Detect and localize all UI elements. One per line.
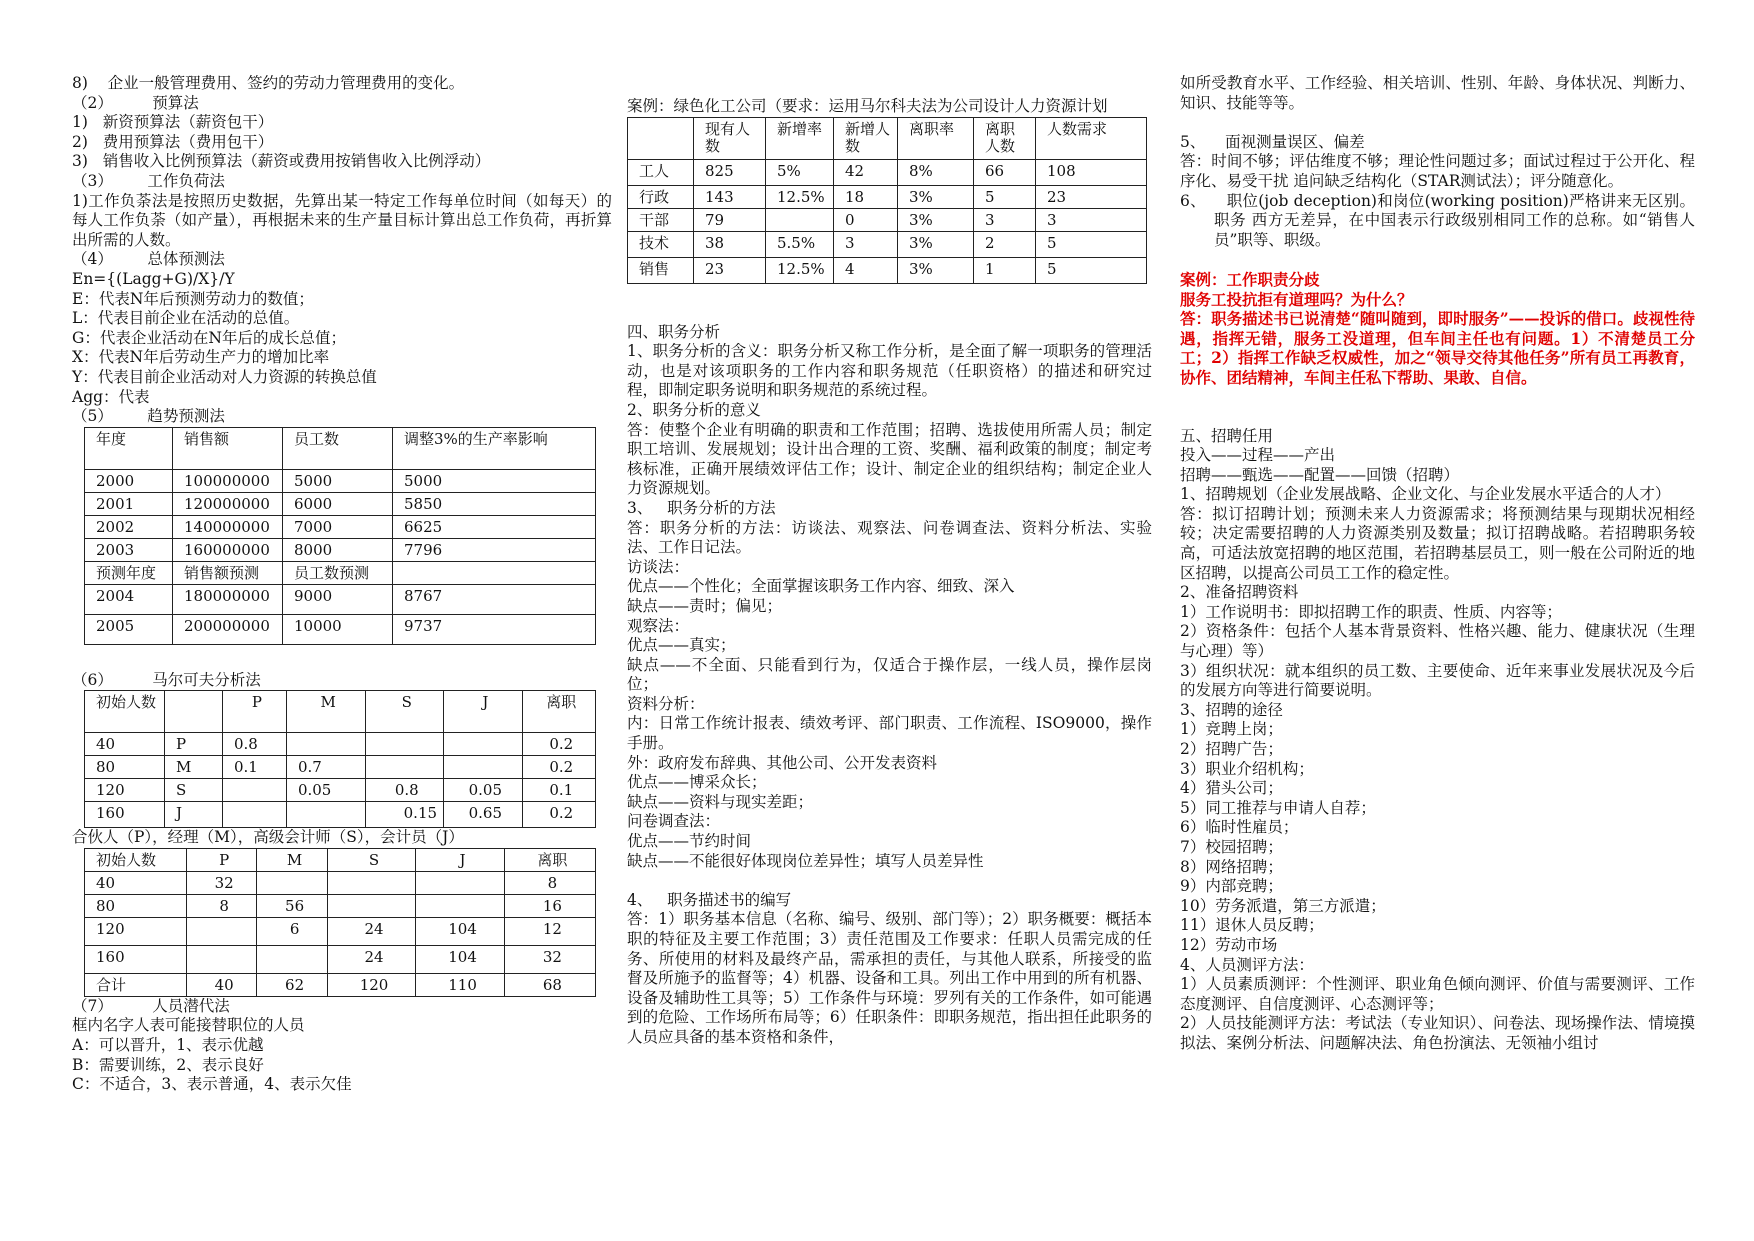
paragraph: 缺点——不全面、只能看到行为，仅适合于操作层，一线人员，操作层岗位； <box>627 655 1152 694</box>
table-cell <box>223 779 287 802</box>
table-header-row <box>628 117 1147 159</box>
table-cell: 2004 <box>85 584 173 614</box>
table-cell: 0.8 <box>223 733 287 756</box>
table-cell: 160 <box>85 945 187 973</box>
table-cell: 2001 <box>85 492 173 515</box>
paragraph: 2）人员技能测评方法：考试法（专业知识）、问卷法、现场操作法、情境摸拟法、案例分析法、问题解决法、角色扮演法、无领袖小组讨 <box>1180 1014 1695 1052</box>
table-cell: 40 <box>85 871 187 894</box>
text-line: 4、人员测评方法： <box>1180 955 1314 974</box>
subsection-title: 4、 职务描述书的编写 <box>627 890 792 909</box>
table-cell: 68 <box>504 973 595 996</box>
table-row <box>85 779 596 802</box>
table-cell: 5 <box>1036 231 1147 257</box>
table-row <box>85 469 596 492</box>
table-header-cell: J <box>416 848 505 871</box>
count-table <box>84 848 596 997</box>
table-cell: 23 <box>1036 185 1147 208</box>
table-cell: 79 <box>694 208 766 231</box>
list-item: 4）猎头公司； <box>1180 779 1283 798</box>
table-cell: 干部 <box>628 208 694 231</box>
paragraph: 1）人员素质测评：个性测评、职业角色倾向测评、价值与需要测评、工作态度测评、自信度测评、心态测评等； <box>1180 975 1695 1013</box>
text-line: B：需要训练，2、表示良好 <box>72 1055 264 1074</box>
table-header-row <box>85 691 596 733</box>
table-row <box>628 257 1147 283</box>
table-header-cell: M <box>286 691 365 733</box>
table-header-cell: 初始人数 <box>85 691 165 733</box>
text-line: （3） 工作负荷法 <box>72 171 225 190</box>
table-cell: 员工数预测 <box>283 561 393 584</box>
text-line: 2、准备招聘资料 <box>1180 583 1299 602</box>
table-cell <box>257 871 327 894</box>
table-cell <box>223 802 287 828</box>
table-header-cell: 初始人数 <box>85 848 187 871</box>
text-line: （5） 趋势预测法 <box>72 407 225 426</box>
table-cell: 120 <box>85 779 165 802</box>
paragraph: 3）组织状况：就本组织的员工数、主要使命、近年来事业发展状况及今后的发展方向等进行简要说明。 <box>1180 661 1695 700</box>
text-line: 招聘——甄选——配置——回馈（招聘） <box>1180 465 1460 484</box>
table-row <box>628 159 1147 185</box>
table-cell <box>365 756 444 779</box>
list-item: 9）内部竞聘； <box>1180 877 1283 896</box>
table-cell <box>365 733 444 756</box>
table-cell: 7796 <box>393 538 596 561</box>
text-line: 优点——博采众长； <box>627 773 767 792</box>
table-header-cell: 离职人数 <box>974 117 1036 159</box>
table-cell: P <box>165 733 223 756</box>
table-cell: 9000 <box>283 584 393 614</box>
table-row <box>85 733 596 756</box>
table-cell: 5.5% <box>766 231 834 257</box>
table-cell: 0.15 <box>365 802 444 828</box>
table-row <box>85 894 596 917</box>
paragraph: 答：使整个企业有明确的职责和工作范围；招聘、选拔使用所需人员；制定职工培训、发展规划；设计出合理的工资、奖酬、福利政策的制度；制定考核标准，正确开展绩效评估工作；设计、制定企业的组织结构；制定企业人力资源规划。 <box>627 420 1152 498</box>
table-row <box>85 492 596 515</box>
text-line: E：代表N年后预测劳动力的数值； <box>72 289 314 308</box>
paragraph: 答：拟订招聘计划；预测未来人力资源需求；将预测结果与现期状况相经较；决定需要招聘的人力资源类别及数量；拟订招聘战略。若招聘职务较高，可适法放宽招聘的地区范围，若招聘基层员工，则一般在公司附近的地区招聘，以提高公司员工工作的稳定性。 <box>1180 504 1695 582</box>
table-cell: 143 <box>694 185 766 208</box>
table-header-cell: 离职率 <box>898 117 974 159</box>
text-line: L：代表目前企业在活动的总值。 <box>72 309 300 328</box>
paragraph: 内：日常工作统计报表、绩效考评、部门职责、工作流程、ISO9000，操作手册。 <box>627 714 1152 753</box>
table-header-cell: S <box>365 691 444 733</box>
red-answer: 答：职务描述书已说清楚“随叫随到，即时服务”——投诉的借口。歧视性待遇，指挥无错，服务工没道理，但车间主任也有问题。1）不清楚员工分工；2）指挥工作缺乏权威性，加之“领导交待其他任务”所有员工再教育，协作、团结精神，车间主任私下帮助、果敢、自信。 <box>1180 309 1695 387</box>
subsection-title: 5、 面视测量误区、偏差 <box>1180 132 1365 151</box>
table-cell: 工人 <box>628 159 694 185</box>
table-header-cell <box>628 117 694 159</box>
table-cell: 0.05 <box>286 779 365 802</box>
table-cell: 120 <box>85 917 187 945</box>
table-row <box>85 584 596 614</box>
text-line: 3、招聘的途径 <box>1180 700 1283 719</box>
list-item: 12）劳动市场 <box>1180 935 1278 954</box>
table-cell: 5850 <box>393 492 596 515</box>
table-row <box>628 208 1147 231</box>
table-row <box>85 515 596 538</box>
workload-paragraph: 1)工作负荼法是按照历史数据，先算出某一特定工作每单位时间（如每天）的每人工作负荼（如产量），再根据未来的生产量目标计算出总工作负荷，再折算出所需的人数。 <box>72 191 612 249</box>
list-item: 5）同工推荐与申请人自荐； <box>1180 798 1376 817</box>
table-cell: 42 <box>834 159 898 185</box>
table-cell: 0.1 <box>522 779 595 802</box>
text-line: 资料分析： <box>627 694 705 713</box>
table-cell: 预测年度 <box>85 561 173 584</box>
table-cell <box>416 894 505 917</box>
table-cell: 3 <box>1036 208 1147 231</box>
paragraph: 答：职务分析的方法：访谈法、观察法、问卷调查法、资料分析法、实验法、工作日记法。 <box>627 518 1152 557</box>
table-row <box>628 185 1147 208</box>
table-cell: 8% <box>898 159 974 185</box>
table-row <box>85 756 596 779</box>
table-cell: 0.7 <box>286 756 365 779</box>
table-cell: 5000 <box>283 469 393 492</box>
table-cell: 7000 <box>283 515 393 538</box>
table-cell: 104 <box>416 945 505 973</box>
table-cell <box>327 894 416 917</box>
table-cell: 66 <box>974 159 1036 185</box>
table-header-cell: M <box>257 848 327 871</box>
text-line: （6） 马尔可夫分析法 <box>72 670 261 689</box>
case-title: 案例：绿色化工公司（要求：运用马尔科夫法为公司设计人力资源计划 <box>627 97 1108 115</box>
table-cell: 2000 <box>85 469 173 492</box>
table-cell: 1 <box>974 257 1036 283</box>
list-item: 1）竞聘上岗； <box>1180 720 1283 739</box>
subsection-title: 2、职务分析的意义 <box>627 400 761 419</box>
table-row <box>85 538 596 561</box>
table-header-cell: 新增率 <box>766 117 834 159</box>
table-cell: 3% <box>898 185 974 208</box>
table-row <box>85 973 596 996</box>
table-cell: 38 <box>694 231 766 257</box>
table-cell: 8 <box>187 894 257 917</box>
table-cell: 40 <box>187 973 257 996</box>
table-cell <box>286 733 365 756</box>
table-cell <box>444 733 523 756</box>
table-cell: 3% <box>898 231 974 257</box>
table-cell: 108 <box>1036 159 1147 185</box>
text-line: 缺点——资料与现实差距； <box>627 792 814 811</box>
list-item: 7）校园招聘； <box>1180 837 1283 856</box>
table-cell: 56 <box>257 894 327 917</box>
section-title: 四、职务分析 <box>627 322 721 341</box>
table-cell: 32 <box>504 945 595 973</box>
table-cell: 4 <box>834 257 898 283</box>
table-cell: 24 <box>327 917 416 945</box>
table-row <box>85 561 596 584</box>
table-cell: 8000 <box>283 538 393 561</box>
text-line: 优点——真实； <box>627 636 736 655</box>
table-cell: 行政 <box>628 185 694 208</box>
table-header-cell: S <box>327 848 416 871</box>
list-item: 10）劳务派遣，第三方派遣； <box>1180 896 1386 915</box>
text-line: 观察法： <box>627 616 690 635</box>
table-header-cell: 现有人数 <box>694 117 766 159</box>
text-line: C：不适合，3、表示普通，4、表示欠佳 <box>72 1075 352 1094</box>
list-item: 2）招聘广告； <box>1180 740 1283 758</box>
text-line: 1）工作说明书：即拟招聘工作的职责、性质、内容等； <box>1180 602 1562 621</box>
table-cell: 0.2 <box>522 756 595 779</box>
text-line: 投入——过程——产出 <box>1180 446 1336 465</box>
table-cell: 24 <box>327 945 416 973</box>
table-cell: 825 <box>694 159 766 185</box>
table-cell: 8 <box>504 871 595 894</box>
text-line: 缺点——责时；偏见； <box>627 596 783 615</box>
text-line: 优点——节约时间 <box>627 832 752 851</box>
table-header-cell: 离职 <box>522 691 595 733</box>
table-header-cell: 员工数 <box>283 427 393 469</box>
table-cell <box>416 871 505 894</box>
text-line: 缺点——不能很好体现岗位差异性；填写人员差异性 <box>627 851 984 870</box>
table-cell: 120000000 <box>173 492 283 515</box>
table-cell: 3 <box>834 231 898 257</box>
table-header-cell: 新增人数 <box>834 117 898 159</box>
text-line: 优点——个性化；全面掌握该职务工作内容、细致、深入 <box>627 577 1015 596</box>
section-title: 五、招聘任用 <box>1180 426 1274 445</box>
table-cell: 3% <box>898 208 974 231</box>
subsection-title: 3、 职务分析的方法 <box>627 498 776 517</box>
table-cell: 6625 <box>393 515 596 538</box>
table-cell: 5 <box>974 185 1036 208</box>
table-cell: J <box>165 802 223 828</box>
column-3 <box>1180 74 1695 1054</box>
table-cell: 0.8 <box>365 779 444 802</box>
text-line: 8) 企业一般管理费用、签约的劳动力管理费用的变化。 <box>72 74 465 92</box>
table-cell <box>187 917 257 945</box>
table-row <box>85 802 596 828</box>
table-cell: 2002 <box>85 515 173 538</box>
paragraph: 2）资格条件：包括个人基本背景资料、性格兴趣、能力、健康状况（生理与心理）等） <box>1180 622 1695 661</box>
list-item: 11）退休人员反聘； <box>1180 916 1324 935</box>
table-cell: 160000000 <box>173 538 283 561</box>
table-cell: 2003 <box>85 538 173 561</box>
table-cell: M <box>165 756 223 779</box>
text-line: 1) 新资预算法（薪资包干） <box>72 113 274 132</box>
text-line: （4） 总体预测法 <box>72 250 225 269</box>
paragraph: 答：1）职务基本信息（名称、编号、级别、部门等）；2）职务概要：概括本职的特征及主要工作范围；3）责任范围及工作要求：任职人员需完成的任务、所使用的材料及最终产品，需承担的责任，与其他人联系，所接受的监督及所施予的监督等；4）机器、设备和工具。列出工作中用到的所有机器、设备及辅助性工具等；5）工作条件与环境：罗列有关的工作条件，如可能遇到的危险、工作场所布局等；6）任职条件：即职务规范，指出担任此职务的人员应具备的基本资格和条件， <box>627 910 1152 1046</box>
table-cell: 12.5% <box>766 185 834 208</box>
table-cell: 销售额预测 <box>173 561 283 584</box>
column-1 <box>72 74 612 1095</box>
table-cell: 8767 <box>393 584 596 614</box>
paragraph: 答：时间不够；评估维度不够；理论性问题过多；面试过程过于公开化、程序化、易受干扰 追问缺乏结构化（STAR测试法）；评分随意化。 <box>1180 152 1695 190</box>
trend-table <box>84 427 596 645</box>
table-cell: 0.05 <box>444 779 523 802</box>
table-cell <box>187 945 257 973</box>
table-cell: 3% <box>898 257 974 283</box>
text-line: 外：政府发布辞典、其他公司、公开发表资料 <box>627 753 938 772</box>
text-line: 访谈法： <box>627 557 690 576</box>
paragraph: 6、 职位(job deception)和岗位(working position)严格讲来无区别。职务 西方无差异，在中国表示行政级别相同工作的总称。如“销售人员”职等、职级。 <box>1180 191 1695 249</box>
table-header-cell: 年度 <box>85 427 173 469</box>
table-cell <box>286 802 365 828</box>
table-cell: 104 <box>416 917 505 945</box>
table-cell <box>766 208 834 231</box>
table-header-row <box>85 427 596 469</box>
table-header-row <box>85 848 596 871</box>
table-cell: 140000000 <box>173 515 283 538</box>
table-row <box>85 945 596 973</box>
table-cell <box>393 561 596 584</box>
table-cell: 0.65 <box>444 802 523 828</box>
table-cell: 9737 <box>393 614 596 644</box>
table-cell: 0 <box>834 208 898 231</box>
table-cell: 5% <box>766 159 834 185</box>
table-header-cell: 人数需求 <box>1036 117 1147 159</box>
text-line: 合伙人（P），经理（M），高级会计师（S），会计员（J） <box>72 828 464 847</box>
text-line: Agg：代表 <box>72 387 150 406</box>
table-header-cell: J <box>444 691 523 733</box>
table-cell: 10000 <box>283 614 393 644</box>
text-line: 3) 销售收入比例预算法（薪资或费用按销售收入比例浮动） <box>72 152 491 171</box>
table-cell: 180000000 <box>173 584 283 614</box>
text-line: 1、招聘规划（企业发展战略、企业文化、与企业发展水平适合的人才） <box>1180 485 1671 504</box>
red-question: 服务工投抗拒有道理吗？为什么？ <box>1180 289 1413 309</box>
text-line: 框内名字人表可能接替职位的人员 <box>72 1016 305 1035</box>
table-cell: 120 <box>327 973 416 996</box>
table-row <box>85 614 596 644</box>
table-cell: 5 <box>1036 257 1147 283</box>
table-header-cell: 离职 <box>504 848 595 871</box>
table-cell: 0.2 <box>522 733 595 756</box>
text-line: X：代表N年后劳动生产力的增加比率 <box>72 348 330 367</box>
table-header-cell: P <box>187 848 257 871</box>
column-2 <box>627 97 1152 1048</box>
table-cell <box>444 756 523 779</box>
table-cell: 18 <box>834 185 898 208</box>
list-item: 3）职业介绍机构； <box>1180 759 1314 778</box>
table-cell: 200000000 <box>173 614 283 644</box>
table-cell <box>327 871 416 894</box>
text-line: Y：代表目前企业活动对人力资源的转换总值 <box>72 367 377 386</box>
table-cell: 12.5% <box>766 257 834 283</box>
table-header-cell: P <box>223 691 287 733</box>
table-row <box>85 871 596 894</box>
table-row <box>85 917 596 945</box>
table-cell: 0.2 <box>522 802 595 828</box>
list-item: 6）临时性雇员； <box>1180 818 1299 837</box>
table-cell: 160 <box>85 802 165 828</box>
table-cell: 12 <box>504 917 595 945</box>
markov-table <box>84 690 596 828</box>
text-line: （7） 人员潜代法 <box>72 996 230 1015</box>
table-cell: 5000 <box>393 469 596 492</box>
text-line: 2) 费用预算法（费用包干） <box>72 132 274 151</box>
table-header-cell: 调整3%的生产率影响 <box>393 427 596 469</box>
paragraph: 1、职务分析的含义：职务分析又称工作分析，是全面了解一项职务的管理活动，也是对该项职务的工作内容和职务规范（任职资格）的描述和研究过程，即制定职务说明和职务规范的系统过程。 <box>627 342 1152 400</box>
paragraph: 如所受教育水平、工作经验、相关培训、性别、年龄、身体状况、判断力、知识、技能等等。 <box>1180 74 1695 112</box>
table-cell: 100000000 <box>173 469 283 492</box>
table-cell: 80 <box>85 756 165 779</box>
text-line: （2） 预算法 <box>72 93 199 112</box>
text-line: A：可以晋升，1、表示优越 <box>72 1036 264 1055</box>
table-cell: 销售 <box>628 257 694 283</box>
table-cell: 6000 <box>283 492 393 515</box>
case-table <box>627 117 1147 284</box>
table-cell: 32 <box>187 871 257 894</box>
table-cell: 23 <box>694 257 766 283</box>
table-header-cell: 销售额 <box>173 427 283 469</box>
table-cell: 合计 <box>85 973 187 996</box>
red-case-title: 案例：工作职责分歧 <box>1180 269 1320 289</box>
table-cell: 62 <box>257 973 327 996</box>
table-cell: 16 <box>504 894 595 917</box>
list-item: 8）网络招聘； <box>1180 857 1283 876</box>
table-row <box>628 231 1147 257</box>
table-cell <box>257 945 327 973</box>
table-cell: 0.1 <box>223 756 287 779</box>
table-cell: 6 <box>257 917 327 945</box>
formula: En={(Lagg+G)/X}/Y <box>72 269 235 288</box>
table-cell: 2005 <box>85 614 173 644</box>
text-line: 问卷调查法： <box>627 812 721 831</box>
table-cell: 40 <box>85 733 165 756</box>
table-cell: 2 <box>974 231 1036 257</box>
table-cell: S <box>165 779 223 802</box>
table-header-cell <box>165 691 223 733</box>
table-cell: 3 <box>974 208 1036 231</box>
text-line: G：代表企业活动在N年后的成长总值； <box>72 328 346 347</box>
table-cell: 110 <box>416 973 505 996</box>
table-cell: 技术 <box>628 231 694 257</box>
table-cell: 80 <box>85 894 187 917</box>
